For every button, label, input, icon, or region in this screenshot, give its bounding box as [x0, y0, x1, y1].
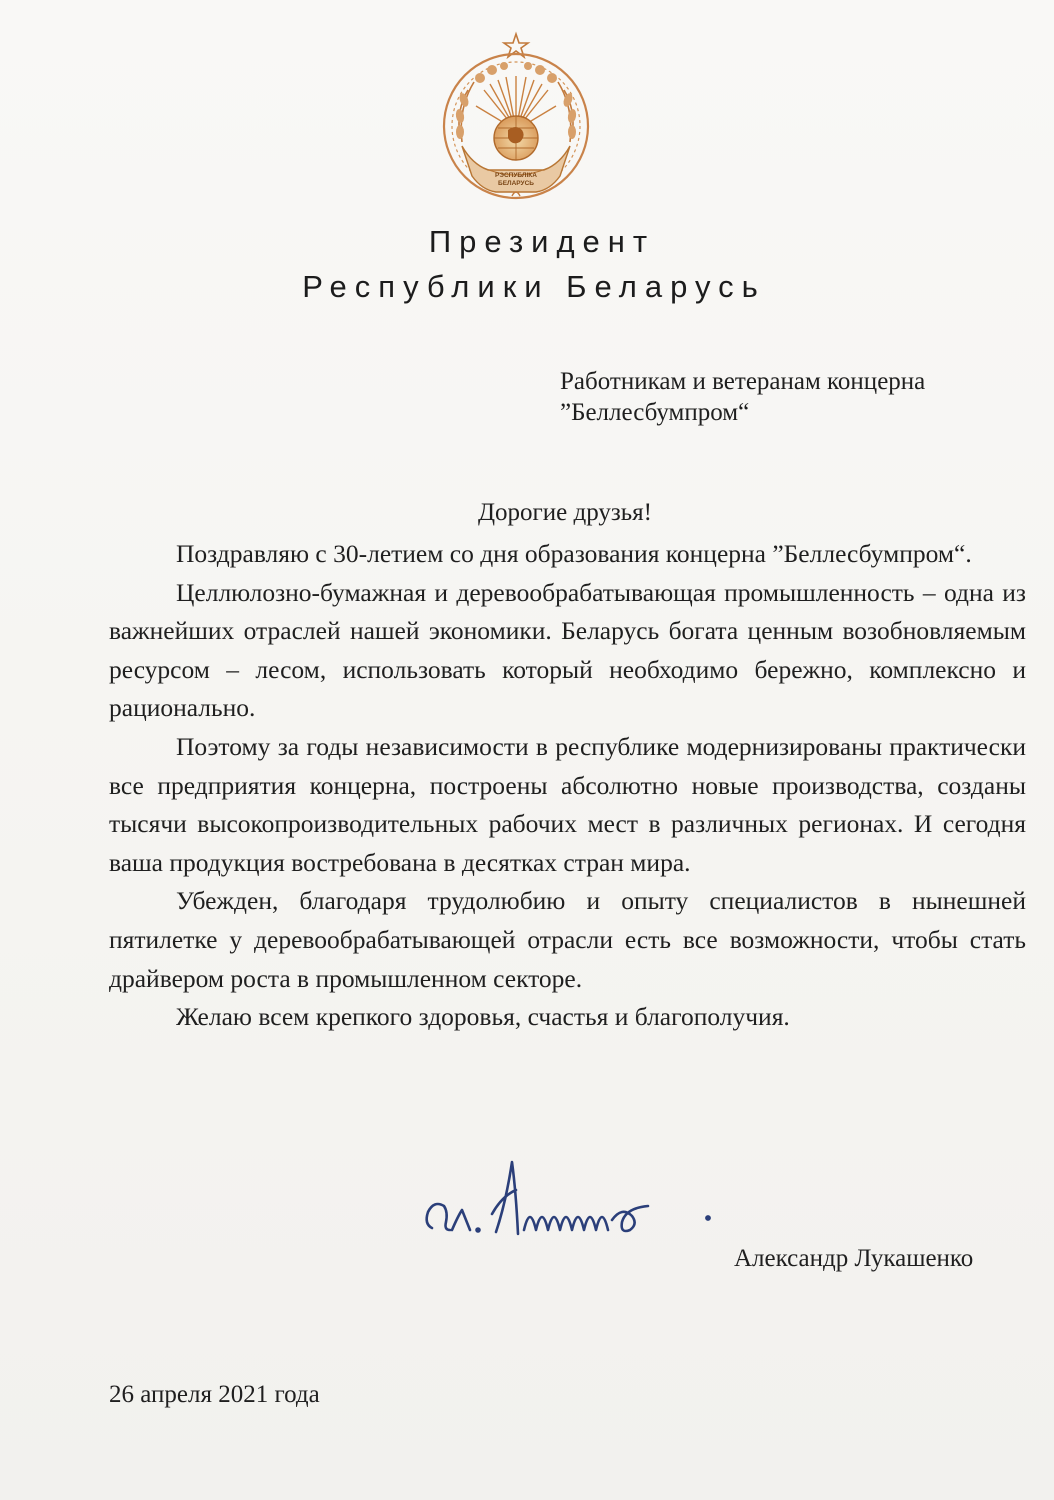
state-emblem-icon [428, 30, 604, 206]
header-title-line2: Республики Беларусь [302, 269, 766, 304]
letter-body [109, 535, 1026, 1037]
paragraph-3: Поэтому за годы независимости в республике модернизированы практически все предприятия концерна, построены абсолютно новые производства, созданы тысячи высокопроизводительных рабочих мест в различных регионах. И сегодня ваша продукция востребована в десятках стран мира. [109, 731, 1026, 877]
signer-name: Александр Лукашенко [734, 1245, 974, 1272]
handwritten-signature [412, 1150, 732, 1250]
paragraph-2: Целлюлозно-бумажная и деревообрабатывающая промышленность – одна из важнейших отраслей нашей экономики. Беларусь богата ценным возобновляемым ресурсом – лесом, использовать который необходимо бережно, комплексно и рационально. [109, 577, 1026, 723]
paragraph-5: Желаю всем крепкого здоровья, счастья и благополучия. [176, 1002, 790, 1032]
salutation: Дорогие друзья! [477, 499, 653, 526]
svg-text:БЕЛАРУСЬ: БЕЛАРУСЬ [498, 180, 534, 187]
addressee-block [560, 366, 925, 428]
header-title-line1: Президент [428, 224, 656, 259]
svg-text:РЭСПУБЛІКА: РЭСПУБЛІКА [495, 172, 537, 179]
letter-date: 26 апреля 2021 года [109, 1381, 320, 1408]
paragraph-1: Поздравляю с 30-летием со дня образования концерна ”Беллесбумпром“. [176, 539, 972, 568]
addressee-line1: Работникам и ветеранам концерна [560, 368, 926, 395]
paragraph-4: Убежден, благодаря трудолюбию и опыту специалистов в нынешней пятилетке у деревообрабатывающей отрасли есть все возможности, чтобы стать драйвером роста в промышленном секторе. [109, 886, 1026, 993]
addressee-line2: ”Беллесбумпром“ [560, 399, 750, 426]
